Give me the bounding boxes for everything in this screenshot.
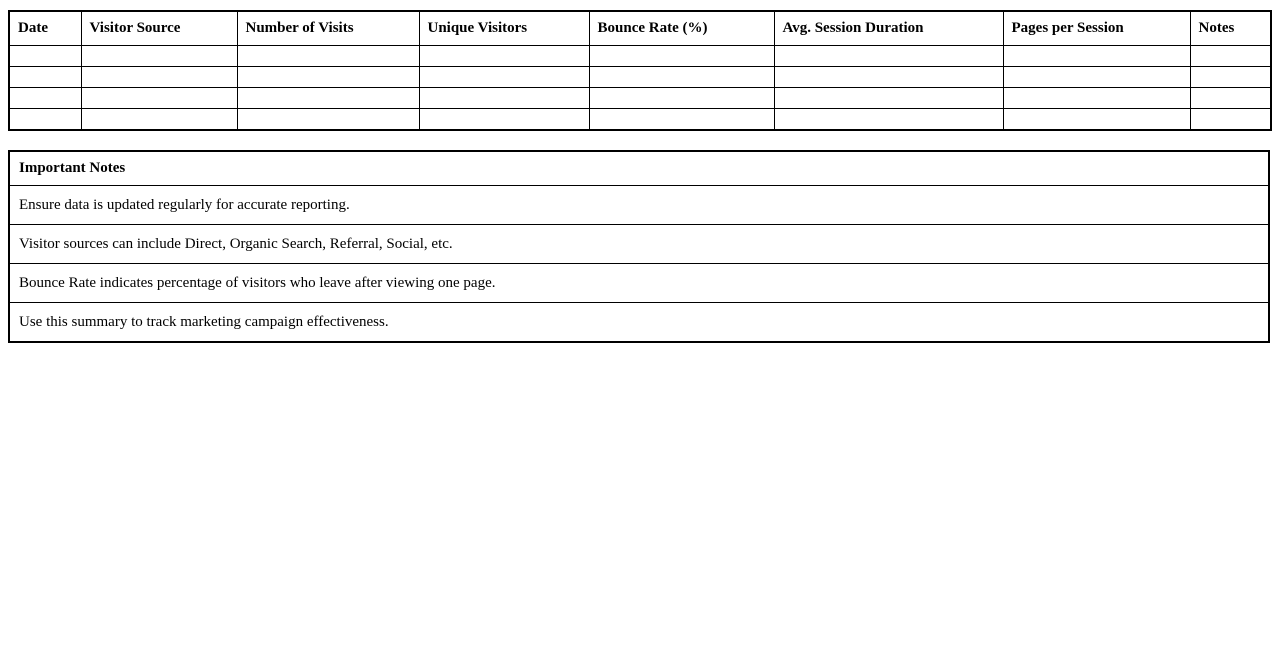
empty-cell [81,46,237,67]
note-row [9,264,1269,303]
empty-cell [81,67,237,88]
empty-cell [237,67,419,88]
empty-cell [1190,109,1271,131]
note-text: Use this summary to track marketing campaign effectiveness. [9,303,1269,343]
empty-cell [774,88,1003,109]
note-text: Visitor sources can include Direct, Organic Search, Referral, Social, etc. [9,225,1269,264]
empty-cell [1190,46,1271,67]
visitor-analytics-table [8,10,1272,131]
column-header-pages-per-session: Pages per Session [1003,11,1190,46]
empty-data-row [9,67,1271,88]
empty-cell [1003,67,1190,88]
empty-cell [9,88,81,109]
column-header-visitor-source: Visitor Source [81,11,237,46]
empty-cell [9,46,81,67]
empty-data-row [9,88,1271,109]
empty-cell [1003,88,1190,109]
column-header-number-of-visits: Number of Visits [237,11,419,46]
column-header-bounce-rate: Bounce Rate (%) [589,11,774,46]
empty-cell [1003,46,1190,67]
empty-data-row [9,46,1271,67]
empty-cell [419,46,589,67]
empty-cell [81,109,237,131]
column-header-unique-visitors: Unique Visitors [419,11,589,46]
note-row [9,225,1269,264]
empty-cell [1003,109,1190,131]
empty-cell [589,67,774,88]
empty-cell [589,46,774,67]
empty-cell [774,109,1003,131]
empty-cell [589,109,774,131]
empty-cell [1190,67,1271,88]
header-row [9,11,1271,46]
important-notes-table [8,150,1270,343]
empty-cell [774,67,1003,88]
empty-cell [774,46,1003,67]
empty-cell [81,88,237,109]
column-header-date: Date [9,11,81,46]
note-text: Ensure data is updated regularly for accurate reporting. [9,186,1269,225]
empty-cell [419,109,589,131]
notes-header-row [9,151,1269,186]
column-header-notes: Notes [1190,11,1271,46]
empty-cell [9,67,81,88]
empty-data-row [9,109,1271,131]
empty-cell [419,67,589,88]
notes-header: Important Notes [9,151,1269,186]
empty-cell [237,46,419,67]
note-row [9,303,1269,343]
empty-cell [1190,88,1271,109]
column-header-avg-session-duration: Avg. Session Duration [774,11,1003,46]
note-text: Bounce Rate indicates percentage of visitors who leave after viewing one page. [9,264,1269,303]
empty-cell [237,88,419,109]
empty-cell [589,88,774,109]
empty-cell [419,88,589,109]
note-row [9,186,1269,225]
empty-cell [237,109,419,131]
empty-cell [9,109,81,131]
